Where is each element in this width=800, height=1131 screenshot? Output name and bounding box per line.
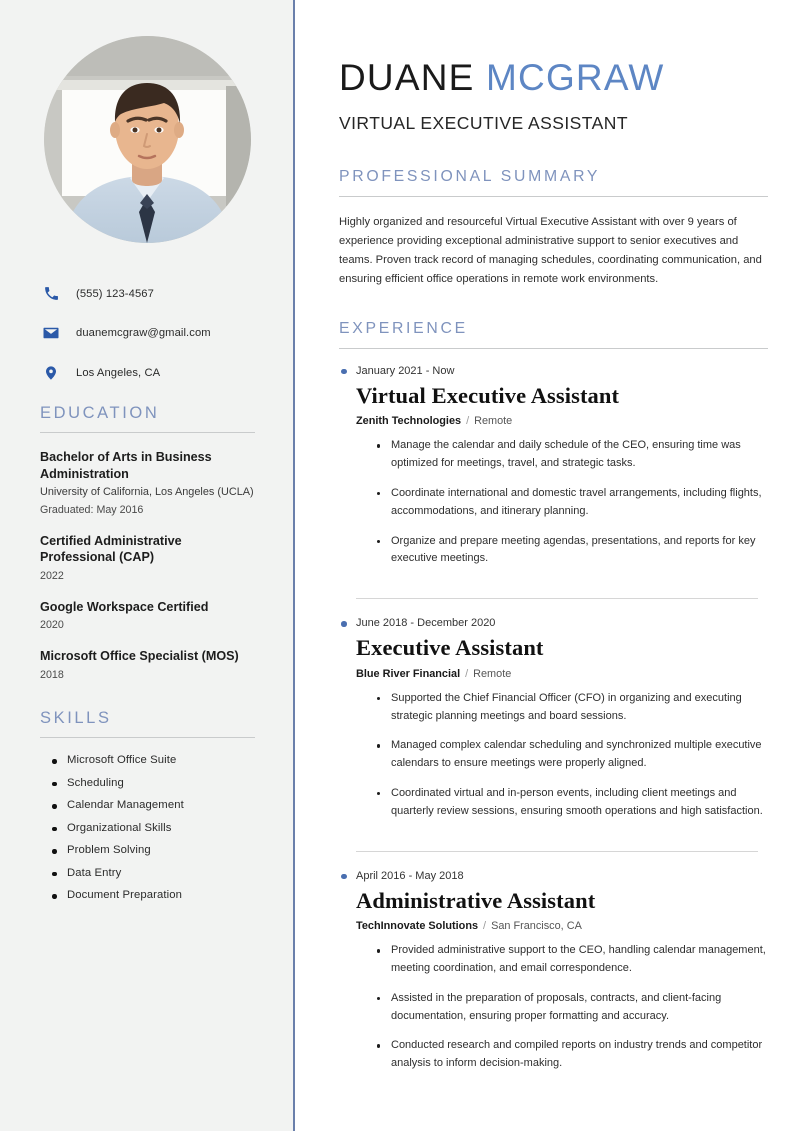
education-item [40,449,255,516]
experience-divider [339,348,768,349]
list-item: Provided administrative support to the CEO, handling calendar management, meeting coordination, and email correspondence. [377,942,768,978]
contact-list [40,285,255,382]
list-item: Assisted in the preparation of proposals, contracts, and client-facing documentation, ensuring proper formatting and accuracy. [377,990,768,1026]
experience-item [339,870,768,1091]
education-item [40,533,255,582]
separator: / [465,667,469,680]
education-divider [40,432,255,433]
list-item: Scheduling [52,777,255,789]
experience-item-separator [356,851,758,852]
skills-heading: SKILLS [40,709,112,728]
experience-item [339,365,768,586]
education-degree: Certified Administrative Professional (CAP) [40,533,182,565]
list-item: Coordinate international and domestic travel arrangements, including flights, accommodations, and itinerary planning. [377,485,768,521]
list-item: Manage the calendar and daily schedule of the CEO, ensuring time was optimized for meetings, travel, and strategic tasks. [377,437,768,473]
email-value: duanemcgraw@gmail.com [76,327,211,339]
location-pin-icon [40,364,62,382]
experience-location: Remote [474,415,513,428]
main-content [295,0,800,1131]
experience-bullets [377,437,768,568]
professional-summary-section [339,168,768,290]
list-item: Conducted research and compiled reports on industry trends and competitor analysis to inform decision-making. [377,1037,768,1073]
location-value: Los Angeles, CA [76,367,161,379]
experience-company: Zenith Technologies [356,415,462,428]
education-item [40,648,255,681]
separator: / [483,920,487,933]
education-heading: EDUCATION [40,404,160,422]
list-item: Managed complex calendar scheduling and synchronized multiple executive calendars to ensure meetings were properly aligned. [377,737,768,773]
list-item: Calendar Management [52,799,255,811]
profile-photo [44,36,251,243]
education-school: University of California, Los Angeles (UCLA) [40,486,254,499]
education-date: 2018 [40,669,64,682]
experience-heading: EXPERIENCE [339,319,468,337]
experience-bullets [377,942,768,1073]
experience-role: Executive Assistant [356,635,544,661]
education-date: 2022 [40,569,64,582]
experience-location: Remote [473,667,512,680]
list-item: Supported the Chief Financial Officer (CFO) in organizing and executing strategic planning meetings and board sessions. [377,690,768,726]
envelope-icon [40,324,62,342]
phone-value: (555) 123-4567 [76,287,154,300]
contact-phone[interactable] [40,285,255,302]
experience-date: January 2021 - Now [339,365,768,377]
contact-email[interactable] [40,324,255,342]
first-name: DUANE [339,57,475,98]
summary-heading: PROFESSIONAL SUMMARY [339,167,601,185]
list-item: Coordinated virtual and in-person events, including client meetings and quarterly review sessions, ensuring smooth operations and high satisfaction. [377,785,768,821]
experience-company: TechInnovate Solutions [356,920,479,933]
experience-company: Blue River Financial [356,667,461,680]
experience-company-line [356,920,768,932]
experience-item [339,617,768,838]
contact-location[interactable] [40,364,255,382]
experience-date: June 2018 - December 2020 [339,617,768,629]
education-section [40,404,255,681]
experience-company-line [356,415,768,427]
experience-company-line [356,668,768,680]
avatar [44,36,251,243]
experience-date: April 2016 - May 2018 [339,870,768,882]
education-degree: Microsoft Office Specialist (MOS) [40,649,239,664]
list-item: Microsoft Office Suite [52,754,255,766]
summary-text: Highly organized and resourceful Virtual Executive Assistant with over 9 years of experience providing exceptional administrative support to senior executives and teams. Proven track record of managing schedules, coordinating communication, and ensuring efficient office operations in remote work environments. [339,215,762,286]
list-item: Organizational Skills [52,822,255,834]
job-title: VIRTUAL EXECUTIVE ASSISTANT [339,112,628,133]
experience-location: San Francisco, CA [491,920,582,933]
education-date: Graduated: May 2016 [40,503,144,516]
experience-role: Virtual Executive Assistant [356,382,620,408]
skills-divider [40,737,255,738]
experience-section [339,320,768,1091]
last-name: MCGRAW [486,57,665,98]
experience-bullets [377,690,768,821]
list-item: Data Entry [52,867,255,879]
summary-divider [339,196,768,197]
separator: / [466,415,470,428]
skills-list [40,754,255,901]
page-title [339,58,768,99]
list-item: Organize and prepare meeting agendas, presentations, and reports for key executive meetings. [377,533,768,569]
list-item: Problem Solving [52,844,255,856]
education-date: 2020 [40,619,64,632]
sidebar [0,0,295,1131]
list-item: Document Preparation [52,889,255,901]
education-degree: Bachelor of Arts in Business Administration [40,450,212,481]
phone-icon [40,285,62,302]
education-degree: Google Workspace Certified [40,599,209,614]
education-item [40,599,255,632]
skills-section [40,709,255,901]
experience-item-separator [356,598,758,599]
experience-role: Administrative Assistant [356,887,596,913]
